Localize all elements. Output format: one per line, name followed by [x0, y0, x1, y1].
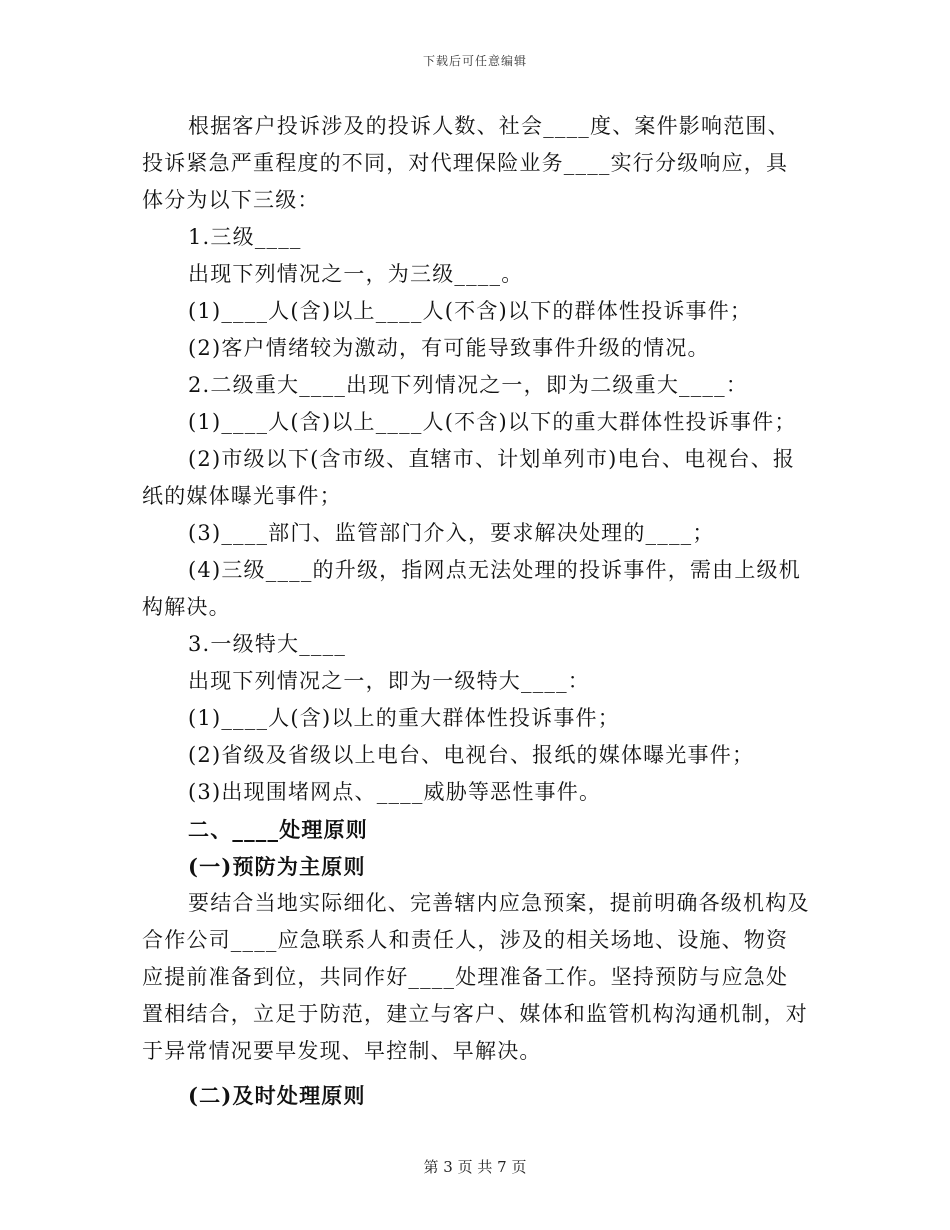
- paragraph-level1-item1: (1)____人(含)以上的重大群体性投诉事件；: [188, 706, 620, 730]
- paragraph-level2-item2: (2)市级以下(含市级、直辖市、计划单列市)电台、电视台、报纸的媒体曝光事件；: [142, 447, 796, 508]
- paragraph-level3-item1: (1)____人(含)以上____人(不含)以下的群体性投诉事件；: [188, 299, 753, 323]
- document-body: [142, 108, 810, 1114]
- page-header: 下载后可任意编辑: [422, 54, 527, 68]
- paragraph-level3-item2: (2)客户情绪较为激动，有可能导致事件升级的情况。: [188, 336, 710, 360]
- paragraph-level3-condition: 出现下列情况之一，为三级____。: [188, 262, 524, 286]
- section-heading-principles: 二、____处理原则: [188, 817, 368, 842]
- paragraph-level2-heading: 2.二级重大____出现下列情况之一，即为二级重大____：: [188, 373, 749, 397]
- paragraph-level2-item4: (4)三级____的升级，指网点无法处理的投诉事件，需由上级机构解决。: [142, 558, 801, 619]
- page-footer: 第 3 页 共 7 页: [423, 1158, 527, 1176]
- paragraph-level1-item3: (3)出现围堵网点、____威胁等恶性事件。: [188, 780, 602, 804]
- subsection-heading-prevention: (一)预防为主原则: [188, 854, 366, 879]
- subsection-heading-timely: (二)及时处理原则: [188, 1083, 366, 1108]
- paragraph-level1-heading: 3.一级特大____: [188, 632, 347, 656]
- paragraph-intro: 根据客户投诉涉及的投诉人数、社会____度、案件影响范围、投诉紧急严重程度的不同，对代理保险业务____实行分级响应，具体分为以下三级：: [142, 114, 790, 212]
- paragraph-level2-item1: (1)____人(含)以上____人(不含)以下的重大群体性投诉事件；: [188, 410, 797, 434]
- paragraph-level2-item3: (3)____部门、监管部门介入，要求解决处理的____；: [188, 521, 715, 545]
- paragraph-level1-item2: (2)省级及省级以上电台、电视台、报纸的媒体曝光事件；: [188, 743, 755, 767]
- paragraph-prevention-body: 要结合当地实际细化、完善辖内应急预案，提前明确各级机构及合作公司____应急联系人和责任人，涉及的相关场地、设施、物资应提前准备到位，共同作好____处理准备工作。坚持预防与应急处置相结合，立足于防范，建立与客户、媒体和监管机构沟通机制，对于异常情况要早发现、早控制、早解决。: [142, 891, 810, 1063]
- paragraph-level1-condition: 出现下列情况之一，即为一级特大____：: [188, 669, 590, 693]
- paragraph-level3-heading: 1.三级____: [188, 225, 302, 249]
